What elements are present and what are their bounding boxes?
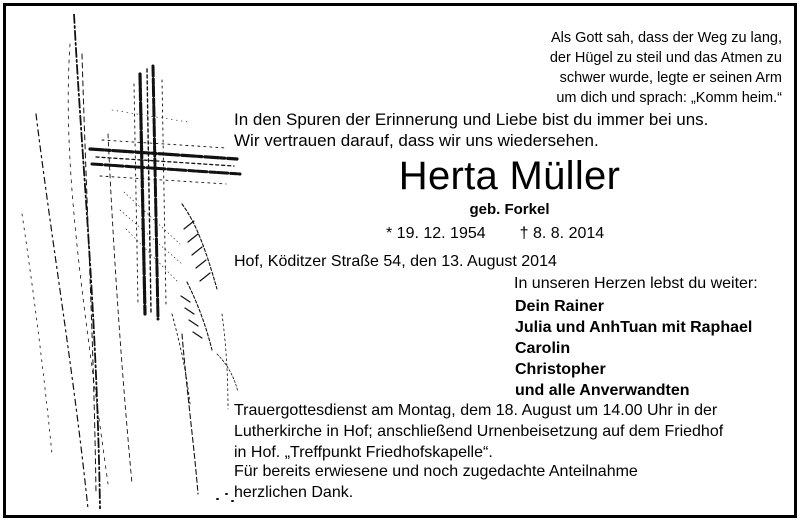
poem-line: schwer wurde, legte er seinen Arm <box>559 70 782 86</box>
birth-name: geb. Forkel <box>469 201 550 218</box>
birth-date: * 19. 12. 1954 <box>386 225 486 242</box>
intro-line: Wir vertrauen darauf, dass wir uns wiedersehen. <box>234 131 599 150</box>
place-and-date: Hof, Köditzer Straße 54, den 13. August 2014 <box>234 253 557 270</box>
poem-line: der Hügel zu steil und das Atmen zu <box>549 50 782 66</box>
life-dates <box>386 224 604 244</box>
hearts-line: In unseren Herzen lebst du weiter: <box>514 275 758 292</box>
intro-line: In den Spuren der Erinnerung und Liebe bist du immer bei uns. <box>234 110 709 129</box>
deceased-name: Herta Müller <box>398 154 621 198</box>
service-line: in Hof. „Treffpunkt Friedhofskapelle“. <box>234 444 493 461</box>
mourner-name: Dein Rainer <box>515 298 604 315</box>
intro-text <box>234 109 708 151</box>
poem <box>526 28 782 108</box>
thanks-text <box>234 461 638 503</box>
mourner-name: Christopher <box>515 361 606 378</box>
mourners-list <box>515 296 752 401</box>
service-line: Trauergottesdienst am Montag, dem 18. August um 14.00 Uhr in der <box>234 402 718 419</box>
thanks-line: Für bereits erwiesene und noch zugedachte Anteilnahme <box>234 463 638 480</box>
mourner-name: Carolin <box>515 340 571 357</box>
service-line: Lutherkirche in Hof; anschließend Urnenbeisetzung auf dem Friedhof <box>234 423 724 440</box>
cross-with-wheat-illustration <box>12 14 247 509</box>
death-date: † 8. 8. 2014 <box>519 225 605 242</box>
mourner-name: Julia und AnhTuan mit Raphael <box>515 319 753 336</box>
funeral-service-info <box>234 400 723 463</box>
obituary-notice <box>3 3 797 518</box>
thanks-line: herzlichen Dank. <box>234 484 354 501</box>
mourner-name: und alle Anverwandten <box>515 382 690 399</box>
poem-line: Als Gott sah, dass der Weg zu lang, <box>550 30 782 46</box>
poem-line: um dich und sprach: „Komm heim.“ <box>556 90 782 106</box>
